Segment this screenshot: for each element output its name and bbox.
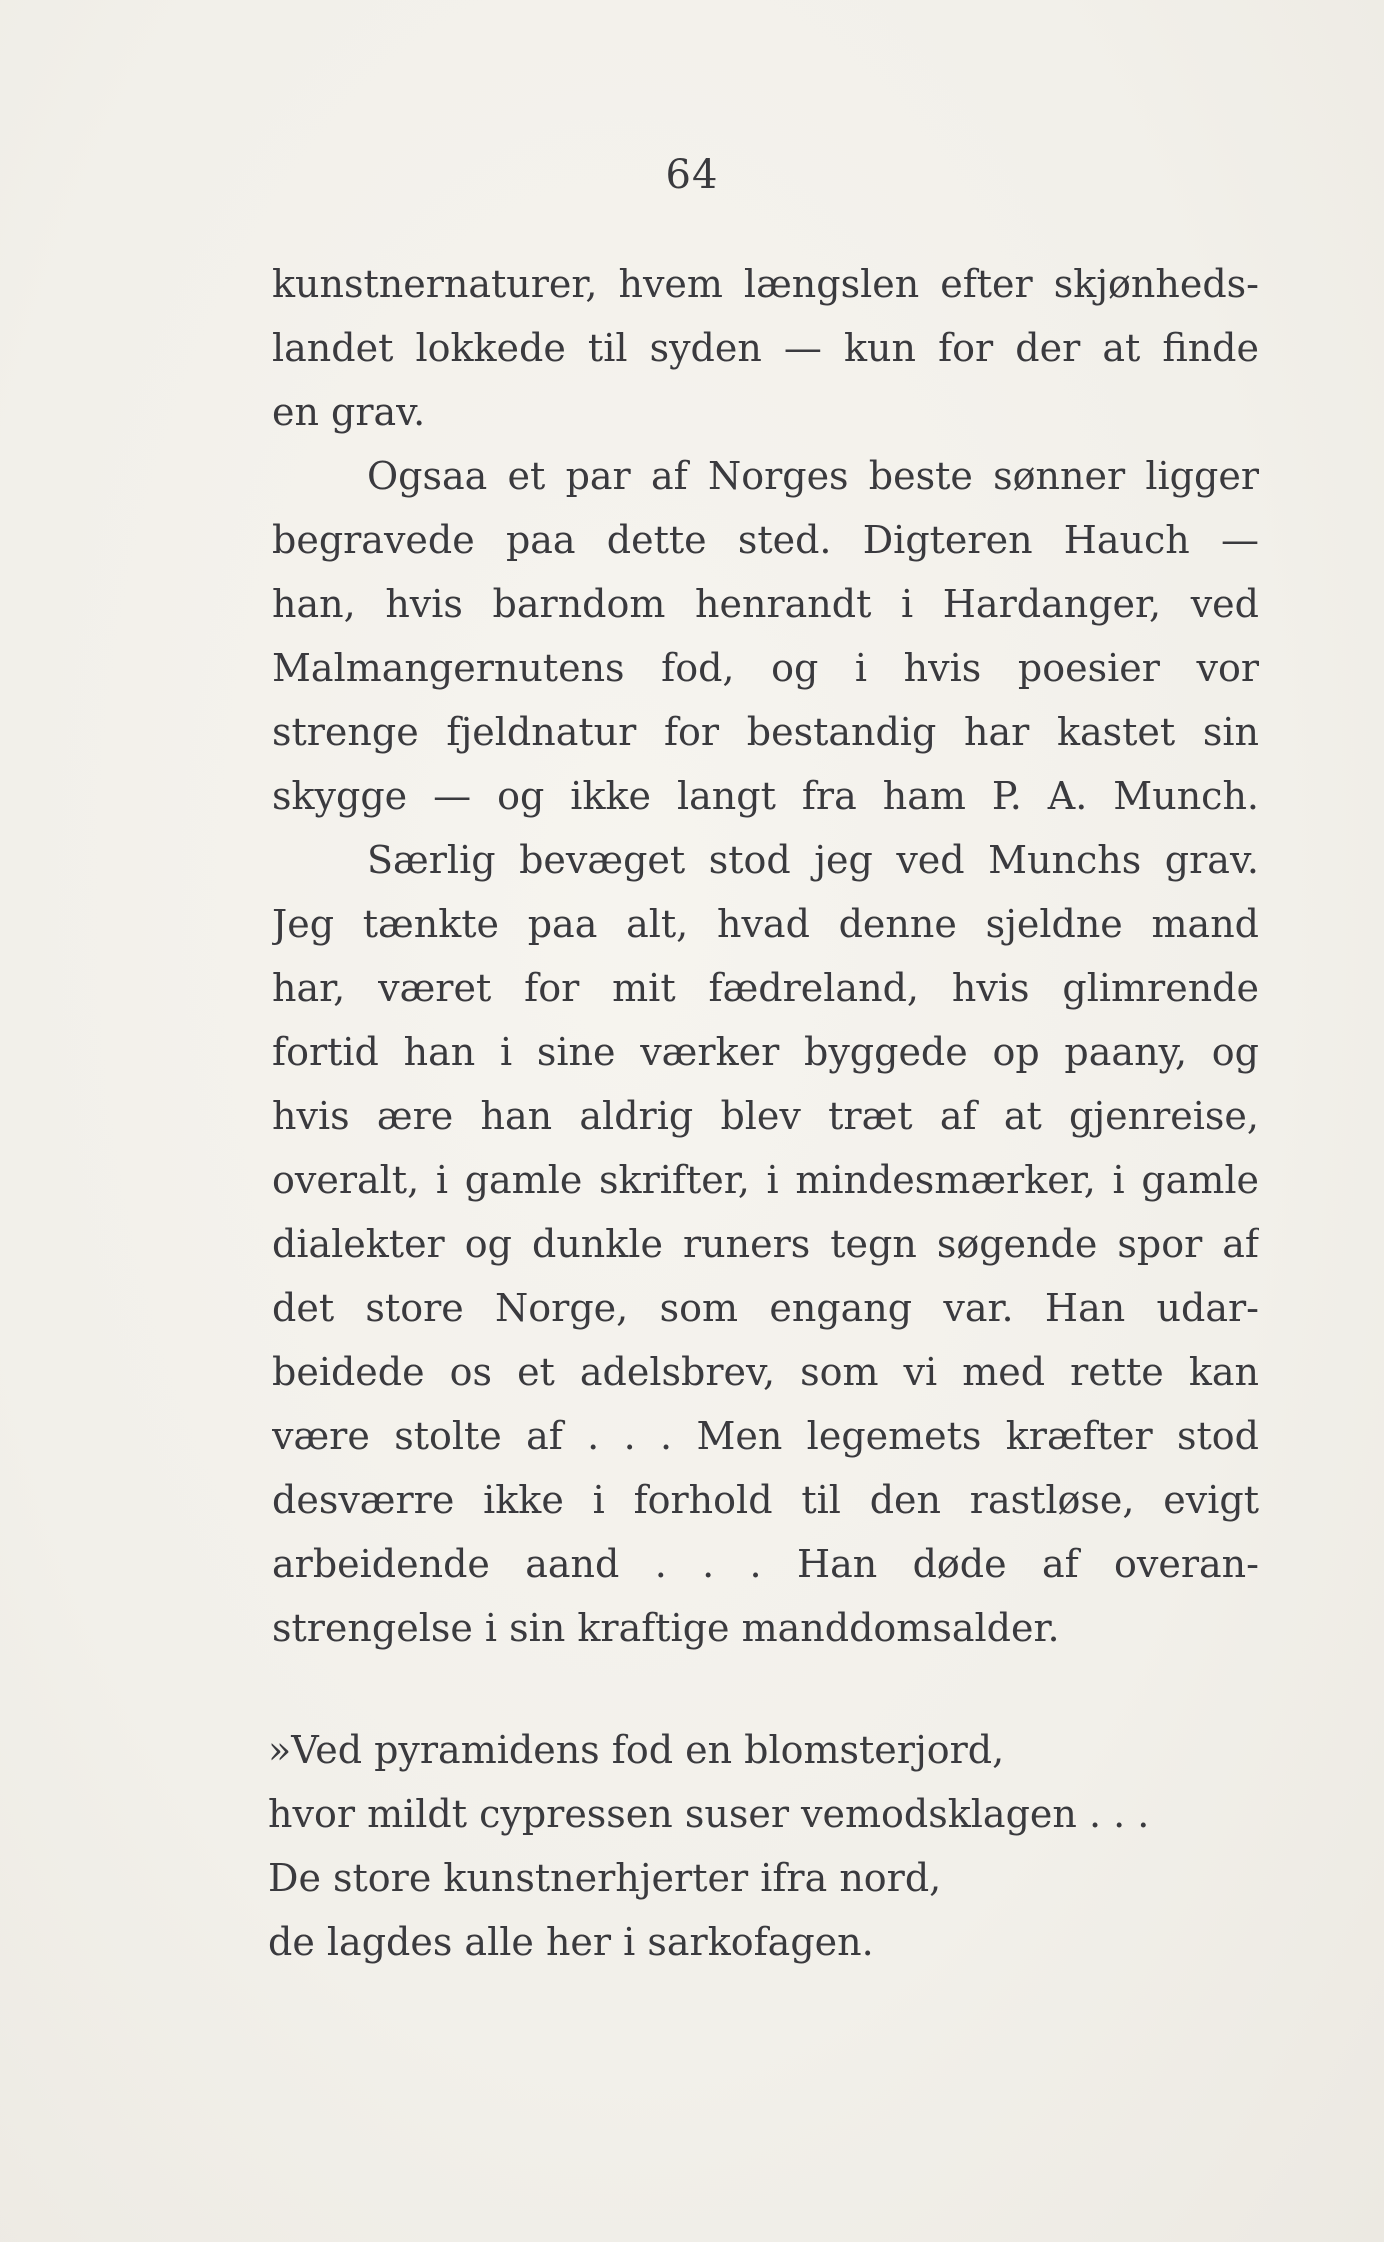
text-line: fortid han i sine værker byggede op paany, og	[272, 1030, 1259, 1074]
text-line: være stolte af . . . Men legemets kræfter stod	[272, 1414, 1259, 1458]
poem-verse: De store kunstnerhjerter ifra nord,	[268, 1856, 942, 1900]
text-line: det store Norge, som engang var. Han udar-	[272, 1286, 1259, 1330]
text-line: Ogsaa et par af Norges beste sønner ligger	[367, 454, 1259, 498]
text-line: beidede os et adelsbrev, som vi med rette kan	[272, 1350, 1259, 1394]
text-line: begravede paa dette sted. Digteren Hauch —	[272, 518, 1259, 562]
text-line: Malmangernutens fod, og i hvis poesier vor	[272, 646, 1259, 690]
text-line: landet lokkede til syden — kun for der at finde	[272, 326, 1259, 370]
text-line: skygge — og ikke langt fra ham P. A. Munch.	[272, 774, 1259, 818]
text-line: hvis ære han aldrig blev træt af at gjenreise,	[272, 1094, 1259, 1138]
text-line: kunstnernaturer, hvem længslen efter skjønheds-	[272, 262, 1259, 306]
poem-quote	[268, 1718, 1268, 1974]
text-line: Jeg tænkte paa alt, hvad denne sjeldne mand	[272, 902, 1259, 946]
text-line: strenge fjeldnatur for bestandig har kastet sin	[272, 710, 1259, 754]
body-text	[272, 252, 1259, 1660]
poem-verse: de lagdes alle her i sarkofagen.	[268, 1920, 874, 1964]
poem-verse: »Ved pyramidens fod en blomsterjord,	[268, 1728, 1005, 1772]
text-line: han, hvis barndom henrandt i Hardanger, ved	[272, 582, 1259, 626]
text-line: har, været for mit fædreland, hvis glimrende	[272, 966, 1259, 1010]
page-number: 64	[665, 152, 719, 198]
poem-verse: hvor mildt cypressen suser vemodsklagen . . .	[268, 1792, 1150, 1836]
text-line: Særlig bevæget stod jeg ved Munchs grav.	[367, 838, 1259, 882]
text-line: arbeidende aand . . . Han døde af overan-	[272, 1542, 1259, 1586]
text-line: dialekter og dunkle runers tegn søgende spor af	[272, 1222, 1259, 1266]
text-line: strengelse i sin kraftige manddomsalder.	[272, 1606, 1060, 1650]
text-line: overalt, i gamle skrifter, i mindesmærker, i gamle	[272, 1158, 1259, 1202]
text-line: en grav.	[272, 390, 426, 434]
text-line: desværre ikke i forhold til den rastløse, evigt	[272, 1478, 1259, 1522]
